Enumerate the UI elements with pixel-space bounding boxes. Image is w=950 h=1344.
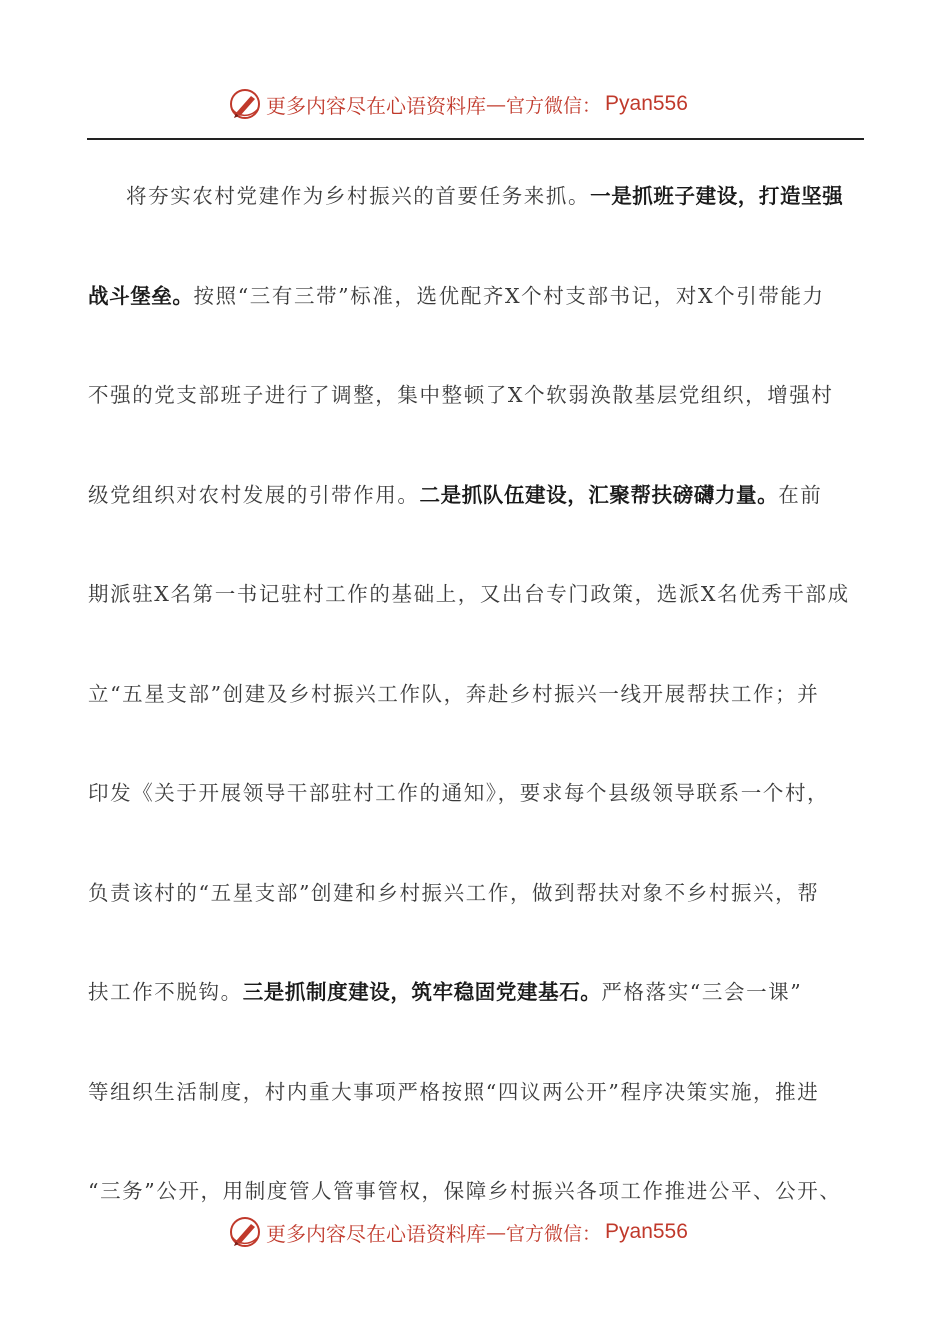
text-line [88, 346, 864, 446]
text-line [88, 247, 864, 347]
text-line [88, 645, 864, 745]
text-line [88, 744, 864, 844]
header-banner [0, 84, 950, 124]
text-run: 按照“三有三带”标准，选优配齐X个村支部书记，对X个引带能力 [193, 283, 825, 308]
banner-title: 更多内容尽在心语资料库 [266, 93, 486, 118]
header-divider [87, 138, 864, 140]
text-run: 扶工作不脱钩。 [88, 980, 243, 1004]
bold-heading: 战斗堡垒。 [88, 283, 194, 308]
footer-banner [0, 1212, 950, 1252]
text-line [88, 147, 864, 247]
pen-circle-icon [228, 87, 262, 121]
text-run: 严格落实“三会一课” [601, 980, 803, 1004]
text-run: 等组织生活制度，村内重大事项严格按照“四议两公开”程序决策实施，推进 [88, 1079, 820, 1104]
text-run: 印发《关于开展领导干部驻村工作的通知》，要求每个县级领导联系一个村， [88, 781, 830, 805]
banner-wechat-label: 官方微信： [506, 1222, 602, 1245]
text-line [88, 545, 864, 645]
bold-heading: 一是抓班子建设，打造坚强 [590, 184, 844, 208]
text-run: 立“五星支部”创建及乡村振兴工作队，奔赴乡村振兴一线开展帮扶工作；并 [88, 681, 820, 706]
text-run: 负责该村的“五星支部”创建和乡村振兴工作，做到帮扶对象不乡村振兴，帮 [88, 880, 820, 905]
text-run: 期派驻X名第一书记驻村工作的基础上，又出台专门政策，选派X名优秀干部成 [88, 582, 850, 606]
text-line [88, 844, 864, 944]
pen-circle-icon [228, 1215, 262, 1249]
bold-heading: 二是抓队伍建设，汇聚帮扶磅礴力量。 [419, 482, 779, 507]
text-line [88, 446, 864, 546]
text-run: 将夯实农村党建作为乡村振兴的首要任务来抓。 [126, 184, 591, 208]
banner-wechat-id: Pyan556 [605, 92, 688, 115]
banner-title: 更多内容尽在心语资料库 [266, 1221, 486, 1246]
banner-wechat-label: 官方微信： [506, 94, 602, 117]
text-line [88, 1043, 864, 1143]
text-line [88, 943, 864, 1043]
banner-dash: — [486, 1220, 506, 1244]
body-paragraph [88, 147, 864, 1242]
text-run: 在前 [778, 482, 823, 507]
banner-dash: — [486, 92, 506, 116]
text-run: 级党组织对农村发展的引带作用。 [88, 482, 420, 507]
text-run: “三务”公开，用制度管人管事管权，保障乡村振兴各项工作推进公平、公开、 [88, 1179, 842, 1203]
bold-heading: 三是抓制度建设，筑牢稳固党建基石。 [242, 980, 602, 1004]
text-run: 不强的党支部班子进行了调整，集中整顿了X个软弱涣散基层党组织，增强村 [88, 383, 834, 407]
banner-wechat-id: Pyan556 [605, 1220, 688, 1243]
